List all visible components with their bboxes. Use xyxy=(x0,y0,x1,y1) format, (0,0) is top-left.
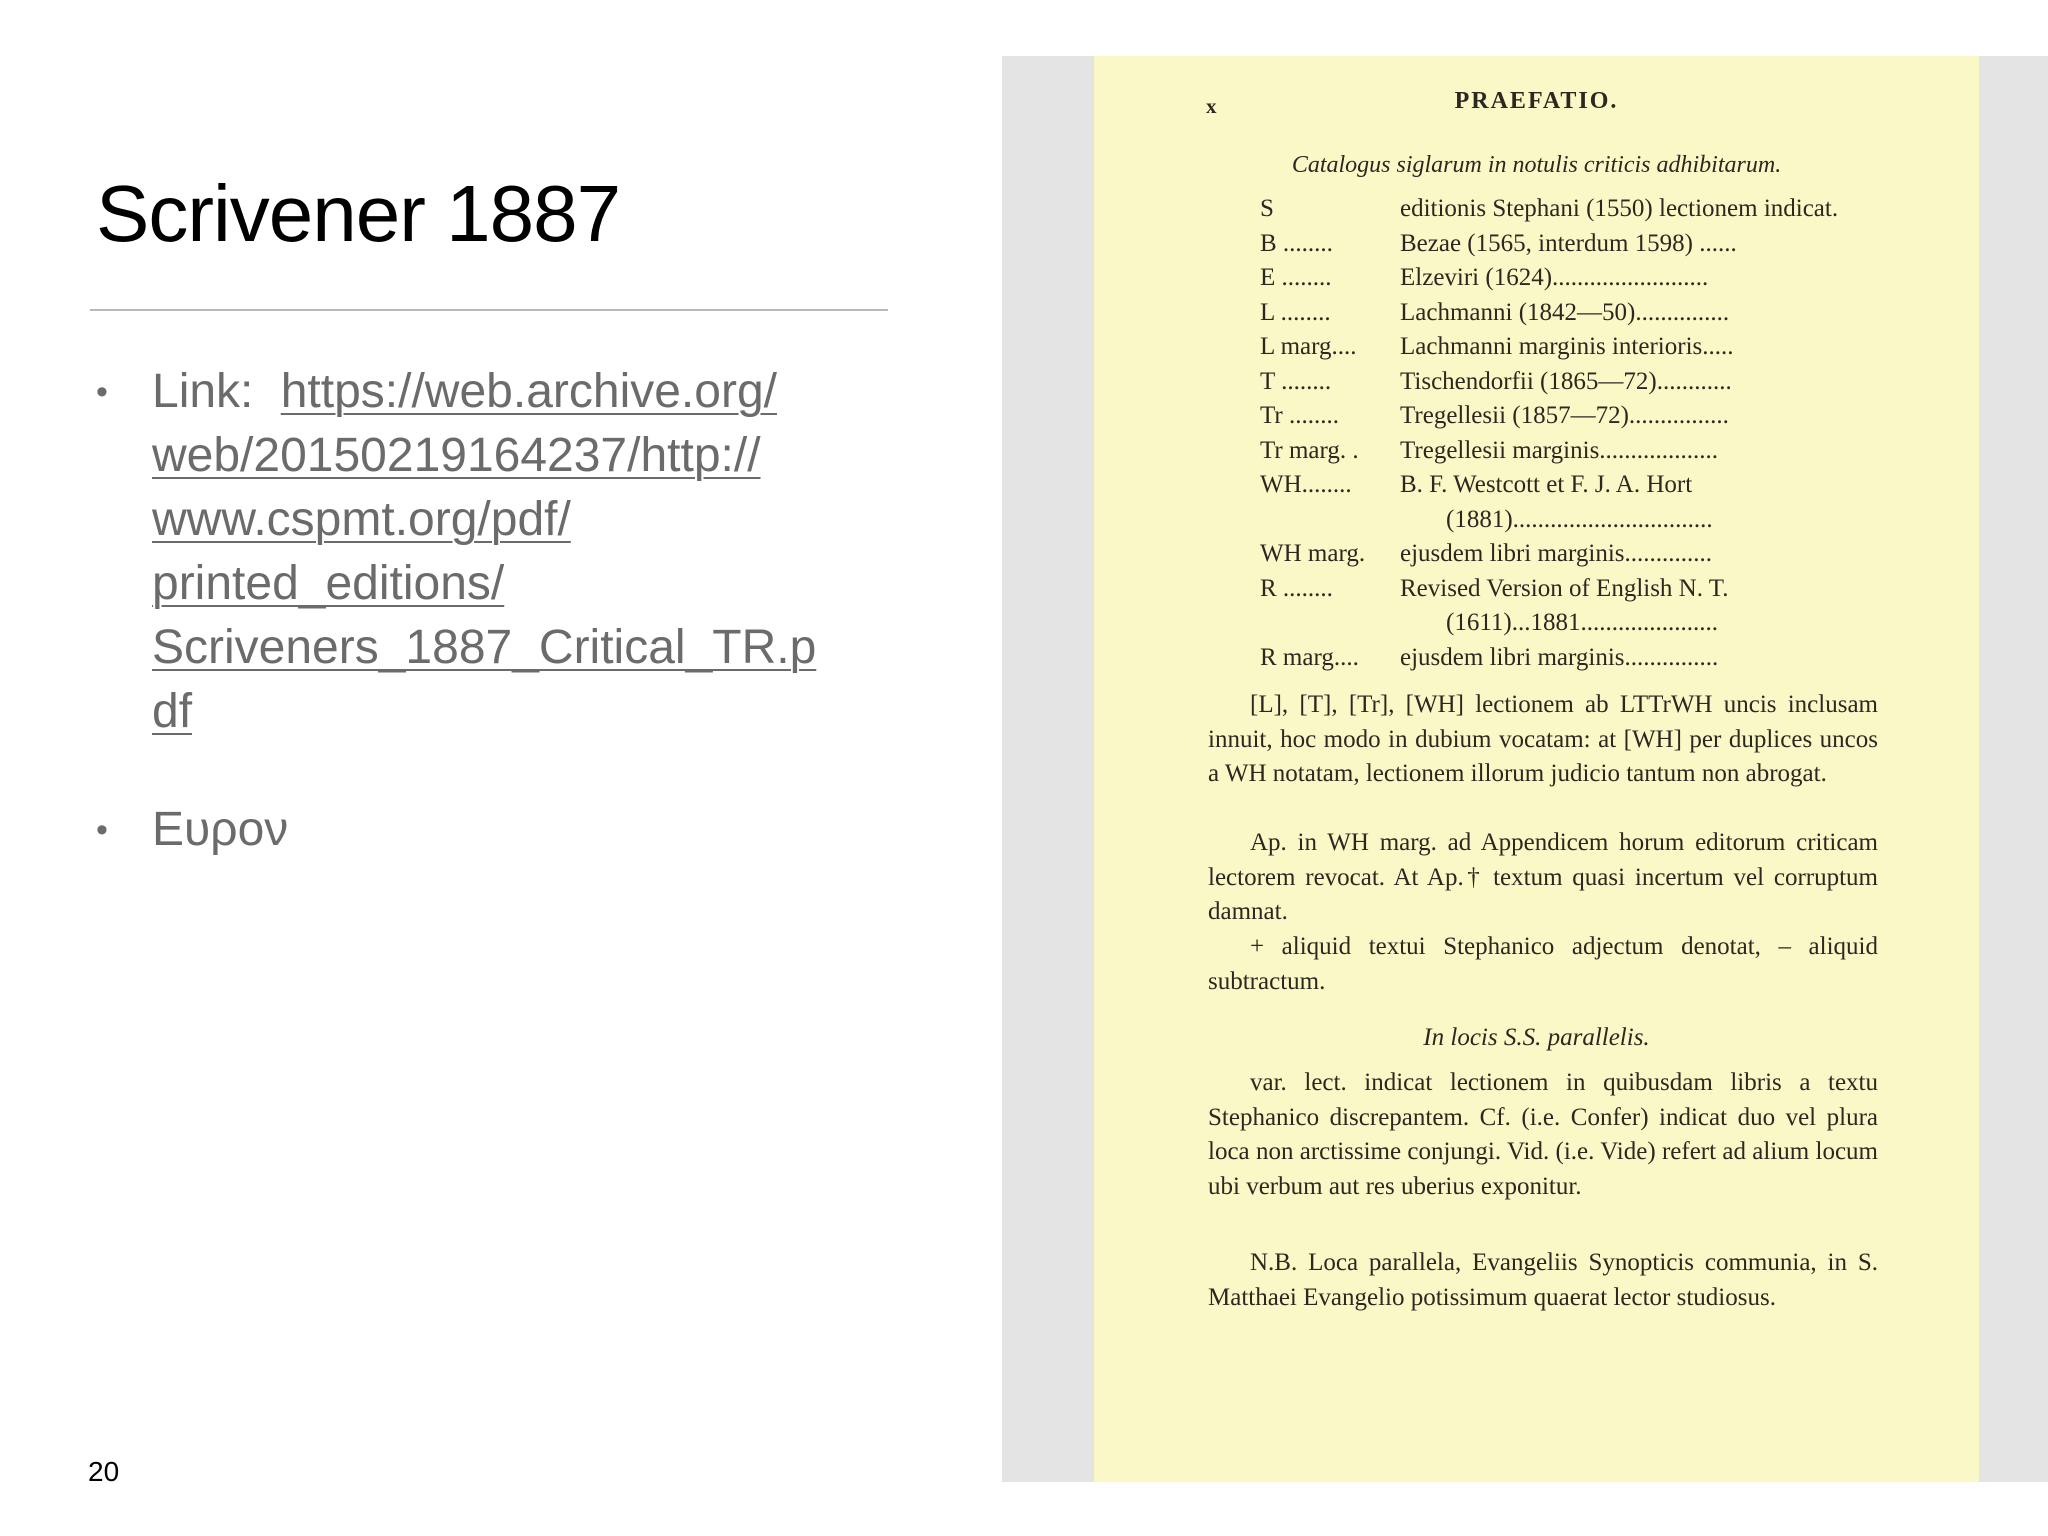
paragraph-appendix: Ap. in WH marg. ad Appendicem horum editorum criticam lectorem revocat. At Ap.† textum quasi incertum vel corruptum damnat. xyxy=(1208,829,1878,925)
sigla-row xyxy=(1260,192,1839,227)
sigla-description: Elzeviri (1624)......................... xyxy=(1400,264,1709,291)
url-line: web/20150219164237/http:// xyxy=(152,429,761,482)
sigla-row xyxy=(1260,261,1820,296)
bullet-dot: • xyxy=(96,811,108,849)
sigla-row xyxy=(1260,227,1820,262)
sigla-row xyxy=(1260,365,1820,400)
bullet-list xyxy=(96,360,896,862)
bullet-text: Ευρον xyxy=(152,803,289,856)
catalog-title: Catalogus siglarum in notulis criticis adhibitarum. xyxy=(1291,152,1782,178)
sigla-row xyxy=(1260,503,1820,538)
sigla-description: Tischendorfii (1865—72)............ xyxy=(1400,367,1732,395)
sigla-description: Tregellesii (1857—72)................ xyxy=(1400,402,1729,429)
sigla-list xyxy=(1260,192,1839,675)
sigla-continuation: (1611)...1881...................... xyxy=(1446,609,1718,636)
bullet-dot: • xyxy=(96,373,108,411)
sigla-code: S xyxy=(1260,195,1274,222)
sigla-code: Tr ........ xyxy=(1260,402,1339,429)
url-line: Scriveners_1887_Critical_TR.p xyxy=(152,621,817,674)
sigla-code: B ........ xyxy=(1260,229,1333,257)
title-divider xyxy=(90,309,888,311)
sigla-code: L ........ xyxy=(1260,298,1331,326)
subheading: In locis S.S. parallelis. xyxy=(1423,1024,1650,1051)
url-line: printed_editions/ xyxy=(152,557,505,610)
sigla-row xyxy=(1260,434,1820,469)
sigla-row xyxy=(1260,399,1820,434)
sigla-description: Tregellesii marginis................... xyxy=(1400,436,1719,464)
sigla-description: Revised Version of English N. T. xyxy=(1400,574,1729,602)
sigla-description: B. F. Westcott et F. J. A. Hort xyxy=(1400,471,1693,498)
sigla-row xyxy=(1260,641,1820,676)
sigla-code: L marg.... xyxy=(1260,333,1357,360)
url-line: www.cspmt.org/pdf/ xyxy=(152,493,571,546)
sigla-description: Lachmanni marginis interioris..... xyxy=(1400,333,1734,360)
sigla-row xyxy=(1260,330,1820,365)
slide-number: 20 xyxy=(88,1456,120,1487)
sigla-description: ejusdem libri marginis............... xyxy=(1400,643,1719,671)
sigla-description: ejusdem libri marginis.............. xyxy=(1400,540,1713,567)
sigla-continuation: (1881)................................ xyxy=(1446,505,1713,533)
page-heading: PRAEFATIO. xyxy=(1454,88,1619,114)
sigla-code: Tr marg. . xyxy=(1260,436,1359,464)
sigla-code: WH marg. xyxy=(1260,540,1366,567)
sigla-code: WH........ xyxy=(1260,471,1352,498)
bullet-link-item xyxy=(96,360,896,744)
sigla-row xyxy=(1260,537,1820,572)
link-label: Link: xyxy=(152,365,254,418)
url-line: https://web.archive.org/ xyxy=(280,365,777,418)
scanned-page xyxy=(1094,56,1979,1482)
sigla-description: Bezae (1565, interdum 1598) ...... xyxy=(1400,229,1737,257)
paragraph-var-lect: var. lect. indicat lectionem in quibusdam libris a textu Stephanico discrepantem. Cf. (i.e. Confer) indicat duo vel plura loca non arctissime conjungi. Vid. (i.e. Vide) refert ad alium locum ubi verbum aut res uberius exponitur. xyxy=(1208,1069,1878,1200)
sigla-code: E ........ xyxy=(1260,264,1332,291)
sigla-code: R marg.... xyxy=(1260,643,1359,671)
paragraph-signs: + aliquid textui Stephanico adjectum denotat, – aliquid subtractum. xyxy=(1208,933,1878,995)
sigla-row xyxy=(1260,296,1820,331)
paragraph-brackets: [L], [T], [Tr], [WH] lectionem ab LTTrWH uncis inclusam innuit, hoc modo in dubium vocatam: at [WH] per duplices uncos a WH notatam, lectionem illorum judicio tantum non abrogat. xyxy=(1208,691,1878,787)
archive-link[interactable] xyxy=(152,365,896,744)
sigla-code: R ........ xyxy=(1260,574,1333,602)
slide-title: Scrivener 1887 xyxy=(96,169,621,258)
sigla-description: editionis Stephani (1550) lectionem indicat. xyxy=(1400,195,1839,222)
sigla-code: T ........ xyxy=(1260,367,1332,395)
paragraph-nb: N.B. Loca parallela, Evangeliis Synopticis communia, in S. Matthaei Evangelio potissimum quaerat lector studiosus. xyxy=(1208,1249,1878,1311)
bullet-item-greek xyxy=(96,798,896,862)
sigla-row xyxy=(1260,468,1820,503)
sigla-row xyxy=(1260,606,1820,641)
sigla-row xyxy=(1260,572,1820,607)
url-line: df xyxy=(152,685,193,738)
page-letter: x xyxy=(1206,94,1217,118)
sigla-description: Lachmanni (1842—50)............... xyxy=(1400,298,1730,326)
